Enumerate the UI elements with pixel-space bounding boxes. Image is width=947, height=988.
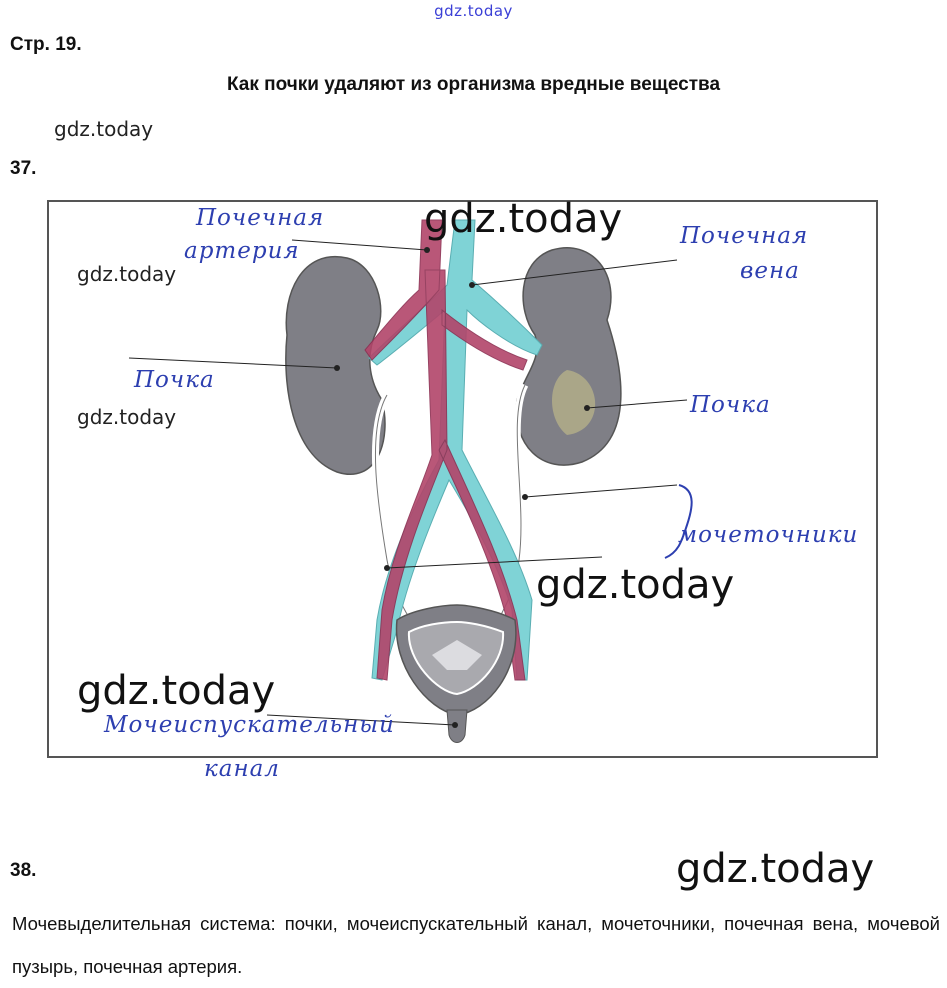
watermark: gdz.today (536, 562, 735, 608)
page-title: Как почки удаляют из организма вредные вещества (226, 74, 721, 95)
label-renal-artery-line2: артерия (184, 238, 300, 264)
watermark: gdz.today (676, 846, 875, 892)
watermark: gdz.today (77, 262, 177, 286)
watermark-top: gdz.today (434, 2, 513, 20)
label-kidney-right: Почка (690, 392, 771, 418)
page-reference: Стр. 19. (10, 34, 82, 55)
watermark: gdz.today (77, 668, 276, 714)
watermark: gdz.today (424, 196, 623, 242)
task-37-number: 37. (10, 158, 37, 179)
watermark: gdz.today (54, 117, 154, 141)
label-urethra-line1: Мочеиспускательный (104, 712, 395, 738)
label-kidney-left: Почка (134, 367, 215, 393)
label-renal-vein-line1: Почечная (680, 223, 809, 249)
task-38-answer: Мочевыделительная система: почки, мочеиспускательный канал, мочеточники, почечная вена, мочевой пузырь, почечная артерия. (12, 913, 940, 977)
task-38-number: 38. (10, 860, 37, 881)
label-urethra-line2: канал (204, 756, 280, 782)
label-ureters: мочеточники (678, 522, 859, 548)
watermark: gdz.today (77, 405, 177, 429)
label-renal-artery-line1: Почечная (196, 205, 325, 231)
label-renal-vein-line2: вена (740, 258, 800, 284)
